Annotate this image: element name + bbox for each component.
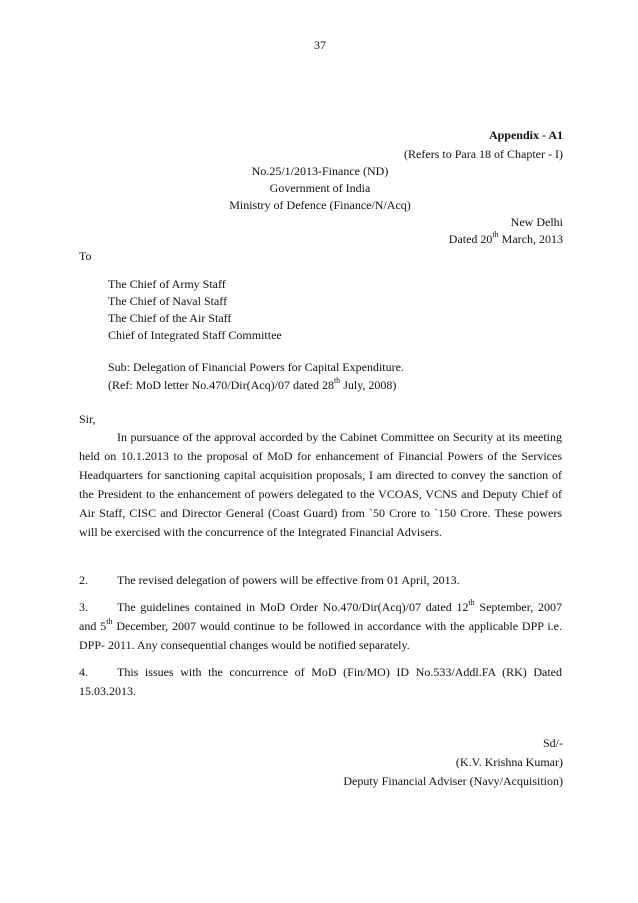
paragraph-2: 2. The revised delegation of powers will be effective from 01 April, 2013. xyxy=(79,573,460,587)
reference-line: (Ref: MoD letter No.470/Dir(Acq)/07 dated 28th July, 2008) xyxy=(108,376,397,392)
letter-date: Dated 20th March, 2013 xyxy=(448,230,563,246)
signatory-name: (K.V. Krishna Kumar) xyxy=(455,755,563,769)
paragraph-3: 3. The guidelines contained in MoD Order No.470/Dir(Acq)/07 dated 12th September, 2007 and 5th December, 2007 would continue to be followed in accordance with the applicable DPP i.e. DPP- 2011. Any consequential changes would be notified separately. xyxy=(79,598,563,652)
recipient: Chief of Integrated Staff Committee xyxy=(108,328,282,342)
appendix-title: Appendix - A1 xyxy=(488,128,563,142)
ministry-line: Ministry of Defence (Finance/N/Acq) xyxy=(229,198,411,212)
to-label: To xyxy=(79,249,92,263)
government-line: Government of India xyxy=(269,181,371,195)
salutation: Sir, xyxy=(79,412,96,426)
paragraph-4: 4. This issues with the concurrence of MoD (Fin/MO) ID No.533/Addl.FA (RK) Dated 15.03.2013. xyxy=(79,665,562,698)
recipient: The Chief of Naval Staff xyxy=(108,294,228,308)
recipient: The Chief of Army Staff xyxy=(108,277,226,291)
place: New Delhi xyxy=(510,215,563,229)
file-number: No.25/1/2013-Finance (ND) xyxy=(251,164,389,178)
subject-line: Sub: Delegation of Financial Powers for Capital Expenditure. xyxy=(108,360,404,374)
page-number: 37 xyxy=(314,38,326,52)
signatory-designation: Deputy Financial Adviser (Navy/Acquisition) xyxy=(343,774,563,788)
signature-sd: Sd/- xyxy=(542,736,563,750)
appendix-reference: (Refers to Para 18 of Chapter - I) xyxy=(404,147,563,161)
paragraph-1: In pursuance of the approval accorded by the Cabinet Committee on Security at its meeting held on 10.1.2013 to the proposal of MoD for enhancement of Financial Powers of the Services Headquarters for sanctioning capital acquisition proposals, I am directed to convey the sanction of the President to the enhancement of powers delegated to the VCOAS, VCNS and Deputy Chief of Air Staff, CISC and Director General (Coast Guard) from `50 Crore to `150 Crore. These powers will be exercised with the concurrence of the Integrated Financial Advisers. xyxy=(79,430,562,539)
recipient: The Chief of the Air Staff xyxy=(108,311,232,325)
